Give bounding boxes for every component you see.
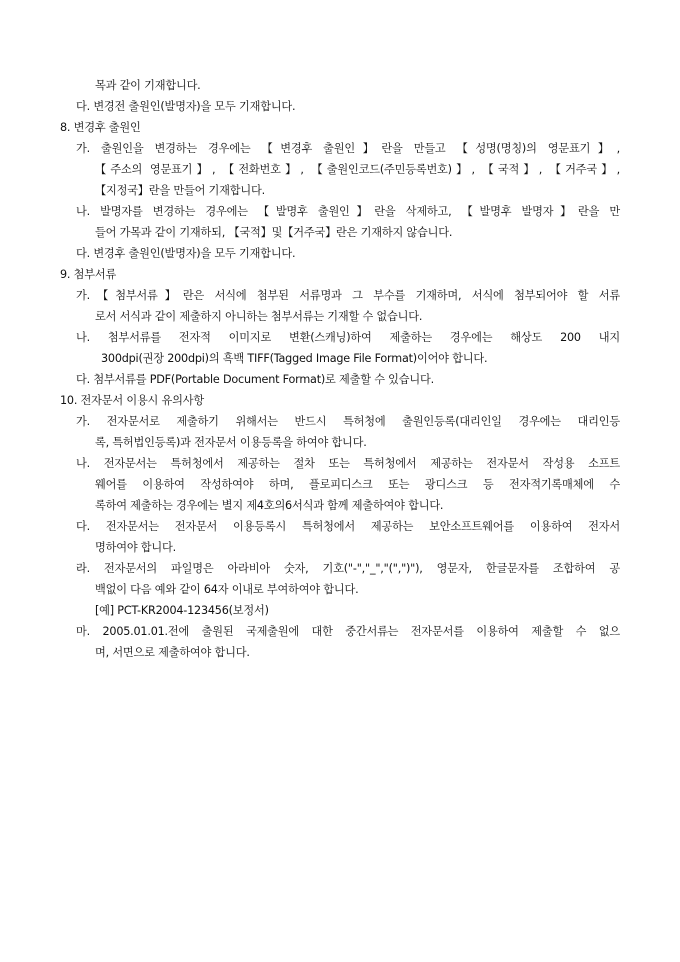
- text-line: 웨어를 이용하여 작성하여야 하며, 플로피디스크 또는 광디스크 등 전자적기록매체에 수: [95, 478, 620, 491]
- text-line: 록, 특허법인등록)과 전자문서 이용등록을 하여야 합니다.: [95, 436, 367, 449]
- text-line: 【지정국】란을 만들어 기재합니다.: [95, 184, 265, 197]
- text-line: 가. 전자문서로 제출하기 위해서는 반드시 특허청에 출원인등록(대리인일 경우에는 대리인등: [76, 415, 620, 428]
- text-line: 들어 가목과 같이 기재하되, 【국적】및【거주국】란은 기재하지 않습니다.: [95, 226, 453, 239]
- text-line: 나. 발명자를 변경하는 경우에는 【발명후 출원인】란을 삭제하고, 【발명후 발명자】란을 만: [76, 205, 620, 218]
- text-line: 다. 전자문서는 전자문서 이용등록시 특허청에서 제공하는 보안소프트웨어를 이용하여 전자서: [76, 520, 620, 533]
- text-line: 다. 변경전 출원인(발명자)을 모두 기재합니다.: [76, 100, 296, 113]
- text-line: 며, 서면으로 제출하여야 합니다.: [95, 646, 250, 659]
- text-line: 가.【첨부서류】란은 서식에 첨부된 서류명과 그 부수를 기재하며, 서식에 첨부되어야 할 서류: [76, 289, 620, 302]
- text-line: 백없이 다음 예와 같이 64자 이내로 부여하여야 합니다.: [95, 583, 359, 596]
- text-line: 록하여 제출하는 경우에는 별지 제4호의6서식과 함께 제출하여야 합니다.: [95, 499, 444, 512]
- section-heading: 9. 첨부서류: [60, 268, 117, 281]
- text-line: 300dpi(권장 200dpi)의 흑백 TIFF(Tagged Image File Format)이어야 합니다.: [101, 352, 488, 365]
- text-line: 나. 전자문서는 특허청에서 제공하는 절차 또는 특허청에서 제공하는 전자문서 작성용 소프트: [76, 457, 620, 470]
- section-heading: 8. 변경후 출원인: [60, 121, 141, 134]
- section-heading: 10. 전자문서 이용시 유의사항: [60, 394, 204, 407]
- text-line: 로서 서식과 같이 제출하지 아니하는 첨부서류는 기재할 수 없습니다.: [95, 310, 423, 323]
- text-line: 다. 변경후 출원인(발명자)을 모두 기재합니다.: [76, 247, 296, 260]
- text-line: 나. 첨부서류를 전자적 이미지로 변환(스캐닝)하여 제출하는 경우에는 해상도 200 내지: [76, 331, 620, 344]
- text-line: 목과 같이 기재합니다.: [95, 79, 201, 92]
- text-line: 라. 전자문서의 파일명은 아라비아 숫자, 기호("-","_","(",")"), 영문자, 한글문자를 조합하여 공: [76, 562, 620, 575]
- text-line: 다. 첨부서류를 PDF(Portable Document Format)로 제출할 수 있습니다.: [76, 373, 434, 386]
- text-line: 마. 2005.01.01.전에 출원된 국제출원에 대한 중간서류는 전자문서를 이용하여 제출할 수 없으: [76, 625, 620, 638]
- text-line: 가. 출원인을 변경하는 경우에는 【변경후 출원인】란을 만들고 【성명(명칭)의 영문표기】,: [76, 142, 620, 155]
- text-line: 명하여야 합니다.: [95, 541, 176, 554]
- example-line: [예] PCT-KR2004-123456(보정서): [95, 604, 269, 617]
- text-line: 【주소의 영문표기】, 【전화번호】, 【출원인코드(주민등록번호)】, 【국적】, 【거주국】,: [95, 163, 620, 176]
